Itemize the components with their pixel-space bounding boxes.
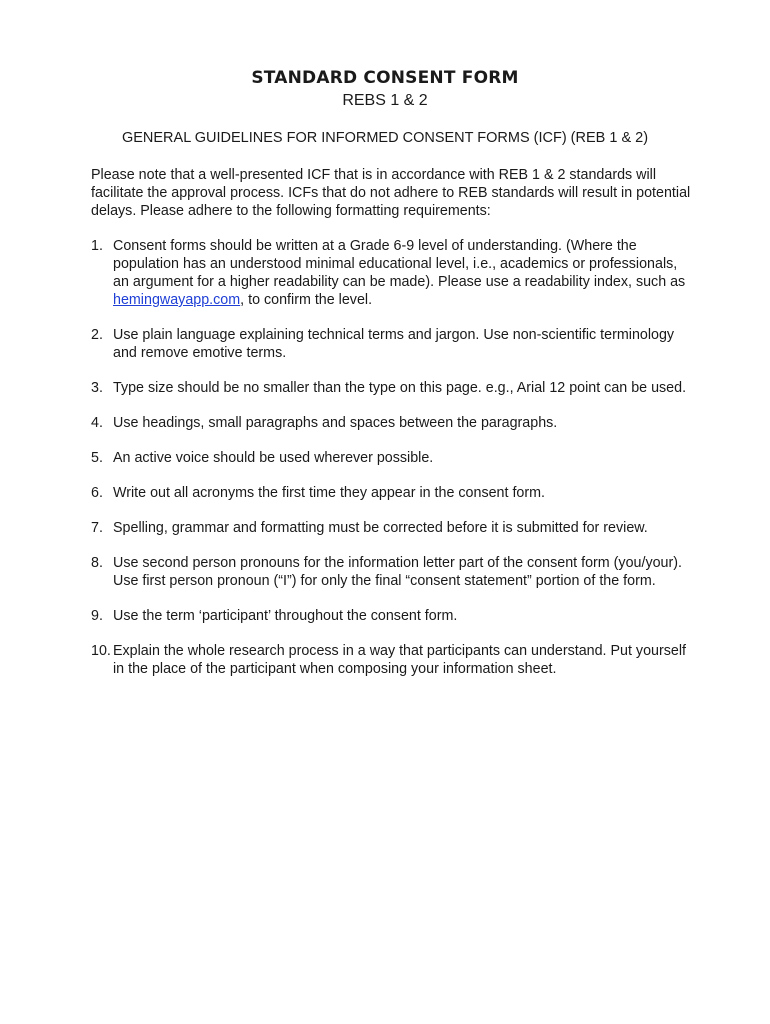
list-item-text-after: , to confirm the level. bbox=[240, 292, 373, 308]
list-item-number: 1. bbox=[91, 238, 103, 254]
list-item-text: Use second person pronouns for the information letter part of the consent form (you/your). Use first person pronoun (“I”) for only the final “consent statement” portion of the form. bbox=[113, 555, 682, 589]
list-item-text: Explain the whole research process in a way that participants can understand. Put yourself in the place of the participant when composing your information sheet. bbox=[113, 643, 686, 677]
list-item bbox=[91, 519, 691, 537]
document-subtitle: REBS 1 & 2 bbox=[342, 92, 428, 109]
list-item-number: 5. bbox=[91, 450, 103, 466]
list-item bbox=[91, 554, 691, 590]
list-item bbox=[91, 607, 691, 625]
list-item-number: 4. bbox=[91, 415, 103, 431]
list-item-text-before: Consent forms should be written at a Grade 6-9 level of understanding. (Where the population has an understood minimal educational level, i.e., academics or professionals, an argument for a higher readability can be made). Please use a readability index, such as bbox=[113, 238, 686, 290]
list-item-text: Spelling, grammar and formatting must be corrected before it is submitted for review. bbox=[113, 520, 648, 536]
list-item-text: Use plain language explaining technical terms and jargon. Use non-scientific terminology and remove emotive terms. bbox=[113, 327, 675, 361]
hemingwayapp-link[interactable]: hemingwayapp.com bbox=[113, 292, 241, 308]
list-item bbox=[91, 484, 691, 502]
document-title: STANDARD CONSENT FORM bbox=[251, 68, 519, 88]
list-item bbox=[91, 379, 691, 397]
guidelines-heading: GENERAL GUIDELINES FOR INFORMED CONSENT FORMS (ICF) (REB 1 & 2) bbox=[121, 130, 649, 146]
list-item-text bbox=[113, 237, 691, 309]
list-item-number: 6. bbox=[91, 485, 103, 501]
requirements-list bbox=[91, 237, 691, 695]
list-item-number: 10. bbox=[91, 643, 111, 659]
list-item-number: 7. bbox=[91, 520, 103, 536]
list-item-text: Type size should be no smaller than the type on this page. e.g., Arial 12 point can be used. bbox=[113, 380, 687, 396]
list-item-number: 9. bbox=[91, 608, 103, 624]
list-item-text: An active voice should be used wherever possible. bbox=[113, 450, 434, 466]
intro-paragraph: Please note that a well-presented ICF that is in accordance with REB 1 & 2 standards will facilitate the approval process. ICFs that do not adhere to REB standards will result in potential delays. Please adhere to the following formatting requirements: bbox=[91, 167, 691, 219]
list-item-number: 2. bbox=[91, 327, 103, 343]
list-item bbox=[91, 326, 691, 362]
list-item-number: 3. bbox=[91, 380, 103, 396]
list-item bbox=[91, 237, 691, 309]
list-item bbox=[91, 414, 691, 432]
list-item bbox=[91, 642, 691, 678]
list-item-text: Use the term ‘participant’ throughout the consent form. bbox=[113, 608, 458, 624]
list-item bbox=[91, 449, 691, 467]
list-item-number: 8. bbox=[91, 555, 103, 571]
list-item-text: Write out all acronyms the first time they appear in the consent form. bbox=[113, 485, 546, 501]
list-item-text: Use headings, small paragraphs and spaces between the paragraphs. bbox=[113, 415, 558, 431]
